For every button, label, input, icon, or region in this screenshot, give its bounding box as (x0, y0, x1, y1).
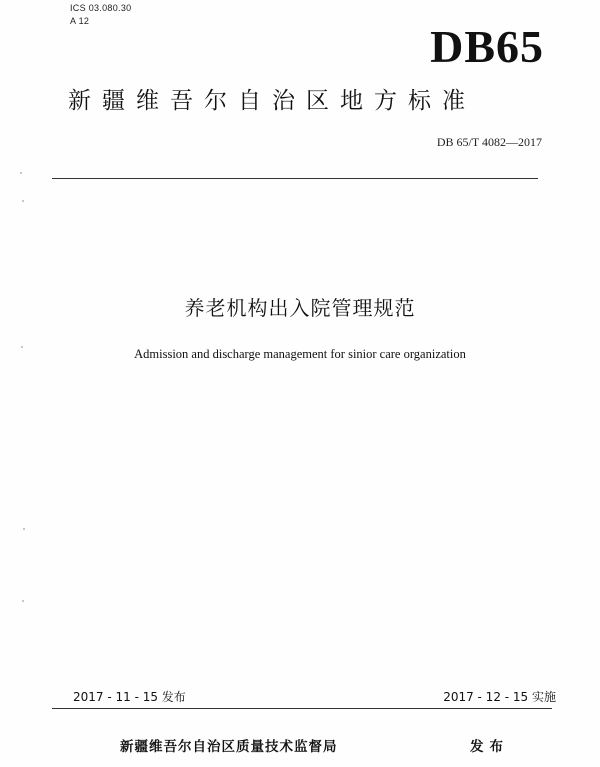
publisher: 新疆维吾尔自治区质量技术监督局 (120, 739, 338, 755)
standard-code: DB65 (430, 21, 544, 72)
scan-speck (22, 600, 24, 602)
footer-divider (52, 708, 552, 709)
issue-date: 2017 - 11 - 15 发布 (73, 690, 186, 704)
scan-speck (23, 528, 25, 530)
ics-code: ICS 03.080.30 (70, 3, 132, 13)
ics-block (70, 2, 131, 28)
classification-code: A 12 (70, 16, 90, 26)
publish-word: 发布 (470, 739, 509, 755)
scan-speck (21, 346, 23, 348)
title-english: Admission and discharge management for sinior care organization (134, 347, 466, 361)
implementation-date: 2017 - 12 - 15 实施 (443, 690, 556, 704)
standard-number: DB 65/T 4082—2017 (436, 135, 542, 149)
header-divider (52, 178, 538, 179)
title-chinese: 养老机构出入院管理规范 (184, 296, 416, 320)
standard-name: 新疆维吾尔自治区地方标准 (68, 88, 476, 114)
scan-speck (20, 172, 22, 174)
scan-speck (22, 200, 24, 202)
